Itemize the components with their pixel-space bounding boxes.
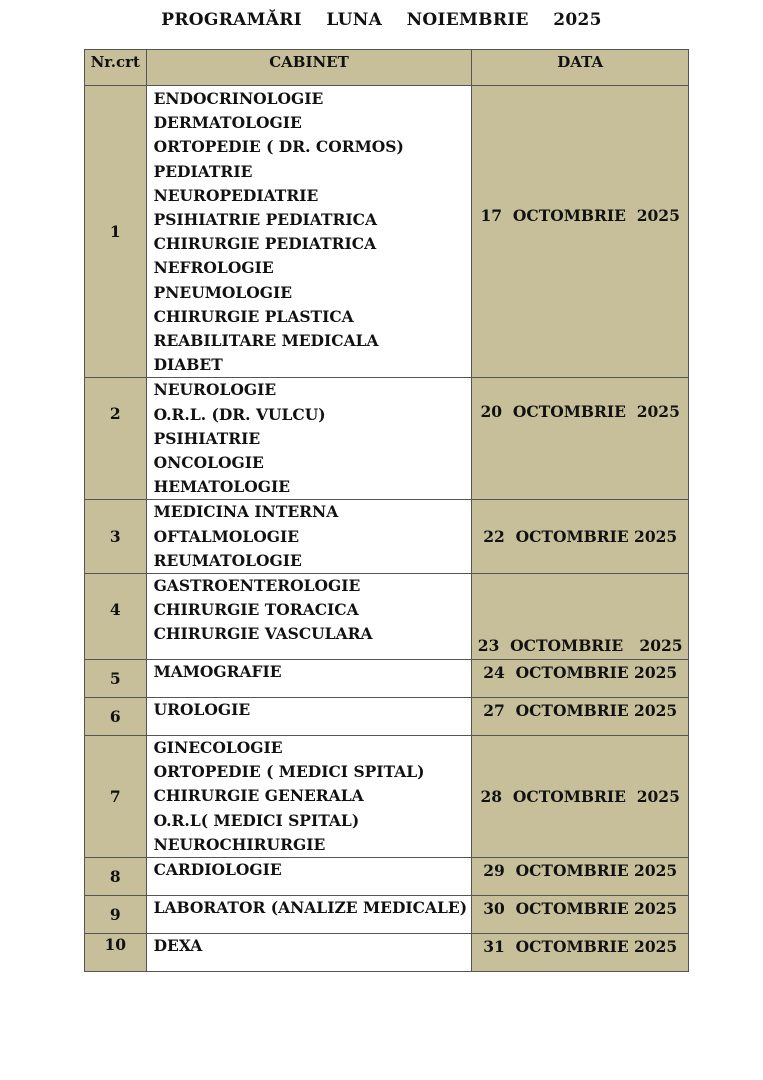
date-text: 30 OCTOMBRIE 2025 [483,899,678,919]
table-row [85,858,689,896]
cabinet-item: ORTOPEDIE ( MEDICI SPITAL) [153,762,425,782]
date-text: 17 OCTOMBRIE 2025 [480,206,680,225]
date-text: 28 OCTOMBRIE 2025 [480,787,680,807]
date-text: 22 OCTOMBRIE 2025 [483,527,678,547]
cabinet-list [146,660,472,698]
row-date [472,378,689,500]
cabinet-item: O.R.L. (DR. VULCU) [153,404,326,424]
table-row [85,934,689,972]
cabinet-item: UROLOGIE [153,700,251,720]
cabinet-list [146,378,472,500]
row-number: 9 [85,896,147,934]
row-date [472,660,689,698]
cabinet-item: NEUROPEDIATRIE [153,185,319,205]
date-text: 31 OCTOMBRIE 2025 [483,937,678,957]
cabinet-item: NEFROLOGIE [153,258,274,278]
cabinet-item: CHIRURGIE PEDIATRICA [153,234,377,254]
cabinet-item: CHIRURGIE GENERALA [153,786,364,806]
row-number: 7 [85,736,147,858]
table-row [85,896,689,934]
row-date [472,858,689,896]
table-row [85,698,689,736]
row-number: 3 [85,500,147,574]
schedule-table [84,49,689,972]
table-row [85,736,689,858]
cabinet-item: REABILITARE MEDICALA [153,331,379,351]
row-date [472,574,689,660]
cabinet-item: OFTALMOLOGIE [153,526,300,546]
cabinet-item: ENDOCRINOLOGIE [153,89,324,108]
date-text: 24 OCTOMBRIE 2025 [483,663,678,683]
cabinet-item: ONCOLOGIE [153,453,264,473]
cabinet-item: PSIHIATRIE [153,428,261,448]
cabinet-item: DEXA [153,936,203,956]
cabinet-item: NEUROCHIRURGIE [153,834,326,854]
header-data: DATA [472,50,689,86]
cabinet-list [146,86,472,378]
cabinet-item: MEDICINA INTERNA [153,502,339,522]
row-date [472,86,689,378]
cabinet-list [146,896,472,934]
cabinet-item: GASTROENTEROLOGIE [153,576,361,596]
document-title: PROGRAMĂRI LUNA NOIEMBRIE 2025 [161,10,602,30]
cabinet-item: O.R.L( MEDICI SPITAL) [153,810,360,830]
row-number: 5 [85,660,147,698]
table-row [85,574,689,660]
date-text: 20 OCTOMBRIE 2025 [480,402,680,422]
header-cabinet: CABINET [146,50,472,86]
row-number: 1 [85,86,147,378]
row-date [472,896,689,934]
date-text: 29 OCTOMBRIE 2025 [483,861,678,881]
cabinet-item: DIABET [153,355,223,375]
cabinet-item: LABORATOR (ANALIZE MEDICALE) [153,898,468,918]
table-header-row [85,50,689,86]
cabinet-item: DERMATOLOGIE [153,113,302,133]
row-number: 8 [85,858,147,896]
row-date [472,736,689,858]
cabinet-item: NEUROLOGIE [153,380,277,400]
cabinet-item: MAMOGRAFIE [153,662,282,682]
row-date [472,500,689,574]
cabinet-item: PEDIATRIE [153,161,253,181]
cabinet-list [146,574,472,660]
cabinet-item: CHIRURGIE TORACICA [153,600,359,620]
cabinet-item: ORTOPEDIE ( DR. CORMOS) [153,137,404,157]
row-number: 6 [85,698,147,736]
cabinet-item: HEMATOLOGIE [153,477,291,497]
table-row [85,378,689,500]
cabinet-list [146,858,472,896]
cabinet-item: GINECOLOGIE [153,738,283,758]
cabinet-list [146,500,472,574]
header-nr: Nr.crt [85,50,147,86]
cabinet-item: CARDIOLOGIE [153,860,282,880]
table-row [85,500,689,574]
table-row [85,86,689,378]
row-number: 10 [85,934,147,972]
row-number: 2 [85,378,147,500]
row-number: 4 [85,574,147,660]
cabinet-list [146,698,472,736]
cabinet-item: PSIHIATRIE PEDIATRICA [153,210,377,230]
table-row [85,660,689,698]
row-date [472,934,689,972]
cabinet-item: CHIRURGIE VASCULARA [153,624,373,644]
cabinet-item: CHIRURGIE PLASTICA [153,306,354,326]
cabinet-item: PNEUMOLOGIE [153,282,293,302]
date-text: 27 OCTOMBRIE 2025 [483,701,678,721]
cabinet-list [146,934,472,972]
cabinet-list [146,736,472,858]
row-date [472,698,689,736]
cabinet-item: REUMATOLOGIE [153,550,302,570]
date-text: 23 OCTOMBRIE 2025 [477,636,683,656]
